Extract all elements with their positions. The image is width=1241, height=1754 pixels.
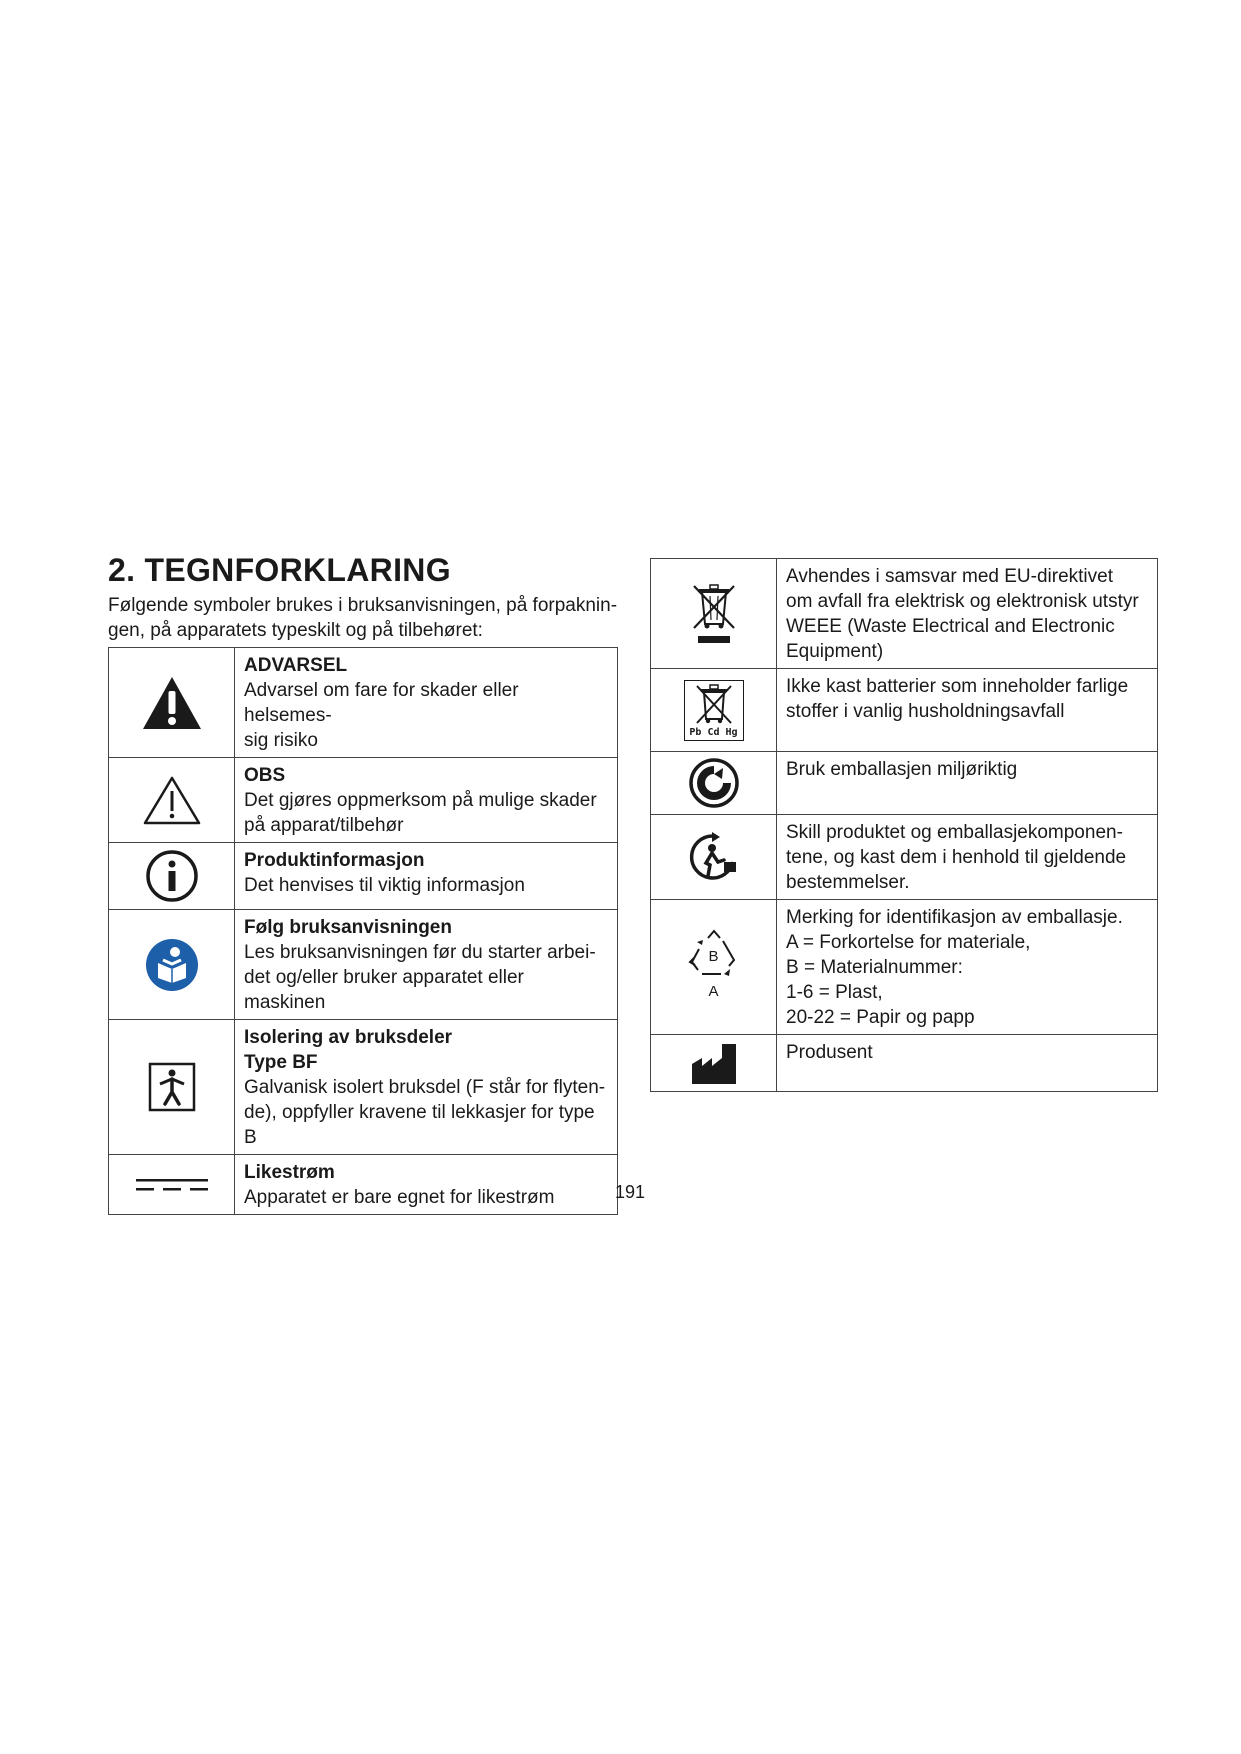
table-row <box>651 900 1158 1035</box>
description-cell <box>235 1020 618 1155</box>
symbol-cell <box>651 815 777 900</box>
row-text: bestemmelser. <box>786 872 910 893</box>
caution-outline-triangle-icon <box>142 774 202 826</box>
description-cell <box>777 559 1158 669</box>
table-row <box>109 910 618 1020</box>
table-row <box>109 1155 618 1215</box>
row-text: tene, og kast dem i henhold til gjeldende <box>786 847 1127 868</box>
material-abbreviation-label: A <box>708 982 719 1000</box>
row-text: Ikke kast batterier som inneholder farlige <box>786 676 1129 697</box>
symbol-cell <box>109 843 235 910</box>
row-heading: Produktinformasjon <box>244 850 425 871</box>
symbol-cell <box>651 559 777 669</box>
description-cell <box>235 910 618 1020</box>
row-text: Apparatet er bare egnet for likestrøm <box>244 1187 555 1208</box>
symbol-cell <box>109 910 235 1020</box>
description-cell <box>777 752 1158 815</box>
row-text: om avfall fra elektrisk og elektronisk utstyr <box>786 591 1139 612</box>
manufacturer-factory-icon <box>690 1042 738 1084</box>
row-text: Det gjøres oppmerksom på mulige skader <box>244 790 597 811</box>
row-text: Produsent <box>786 1042 873 1063</box>
table-row <box>651 559 1158 669</box>
row-heading: ADVARSEL <box>244 655 348 676</box>
green-dot-icon <box>689 758 739 808</box>
symbol-cell <box>651 669 777 752</box>
row-text: Skill produktet og emballasjekomponen- <box>786 822 1123 843</box>
row-text: Merking for identifikasjon av emballasje. <box>786 907 1123 928</box>
row-text: WEEE (Waste Electrical and Electronic <box>786 616 1115 637</box>
row-text: A = Forkortelse for materiale, <box>786 932 1031 953</box>
battery-disposal-bin-icon <box>684 680 744 741</box>
row-text: Galvanisk isolert bruksdel (F står for flyten- <box>244 1077 606 1098</box>
row-text: Bruk emballasjen miljøriktig <box>786 759 1018 780</box>
page-number: 191 <box>614 1182 646 1202</box>
table-row <box>109 843 618 910</box>
description-cell <box>235 648 618 758</box>
row-text: det og/eller bruker apparatet eller maskinen <box>244 967 524 1013</box>
symbol-cell <box>651 752 777 815</box>
row-text: på apparat/tilbehør <box>244 815 404 836</box>
warning-filled-triangle-icon <box>141 675 203 731</box>
table-row <box>109 1020 618 1155</box>
row-heading: OBS <box>244 765 286 786</box>
table-row <box>651 752 1158 815</box>
recycling-code-icon <box>684 928 744 1002</box>
table-row <box>651 669 1158 752</box>
row-text: stoffer i vanlig husholdningsavfall <box>786 701 1065 722</box>
description-cell <box>777 1035 1158 1092</box>
row-text: sig risiko <box>244 730 318 751</box>
right-symbol-table <box>650 558 1158 1092</box>
row-text: 1-6 = Plast, <box>786 982 883 1003</box>
row-text: Les bruksanvisningen før du starter arbei- <box>244 942 596 963</box>
description-cell <box>235 1155 618 1215</box>
row-text: de), oppfyller kravene til lekkasjer for type B <box>244 1102 595 1148</box>
description-cell <box>235 843 618 910</box>
table-row <box>651 815 1158 900</box>
row-text: Avhendes i samsvar med EU-direktivet <box>786 566 1113 587</box>
direct-current-icon <box>136 1175 208 1195</box>
symbol-cell <box>109 1155 235 1215</box>
description-cell <box>235 758 618 843</box>
description-cell <box>777 815 1158 900</box>
row-heading: Likestrøm <box>244 1162 335 1183</box>
section-intro: Følgende symboler brukes i bruksanvisningen, på forpaknin-gen, på apparatets typeskilt og på tilbehøret: <box>108 595 618 641</box>
read-manual-icon <box>145 938 199 992</box>
row-heading: Følg bruksanvisningen <box>244 917 452 938</box>
symbol-cell <box>109 1020 235 1155</box>
description-cell <box>777 900 1158 1035</box>
row-heading: Isolering av bruksdeler <box>244 1027 453 1048</box>
row-text: 20-22 = Papir og papp <box>786 1007 975 1028</box>
weee-crossed-bin-icon <box>690 582 738 646</box>
description-cell <box>777 669 1158 752</box>
symbol-cell <box>651 1035 777 1092</box>
row-subheading: Type BF <box>244 1052 318 1073</box>
info-circle-icon <box>145 849 199 903</box>
row-text: B = Materialnummer: <box>786 957 963 978</box>
row-text: Advarsel om fare for skader eller helsemes- <box>244 680 519 726</box>
symbol-cell <box>109 758 235 843</box>
row-text: Equipment) <box>786 641 884 662</box>
symbol-cell <box>651 900 777 1035</box>
type-bf-applied-part-icon <box>148 1062 196 1112</box>
table-row <box>651 1035 1158 1092</box>
table-row <box>109 758 618 843</box>
row-text: Det henvises til viktig informasjon <box>244 875 525 896</box>
left-symbol-table <box>108 647 618 1215</box>
separate-disposal-icon <box>688 832 740 882</box>
material-number-label: B <box>708 947 719 965</box>
table-row <box>109 648 618 758</box>
section-title: 2. TEGNFORKLARING <box>108 552 451 588</box>
battery-chemicals-label: Pb Cd Hg <box>689 726 738 738</box>
symbol-cell <box>109 648 235 758</box>
